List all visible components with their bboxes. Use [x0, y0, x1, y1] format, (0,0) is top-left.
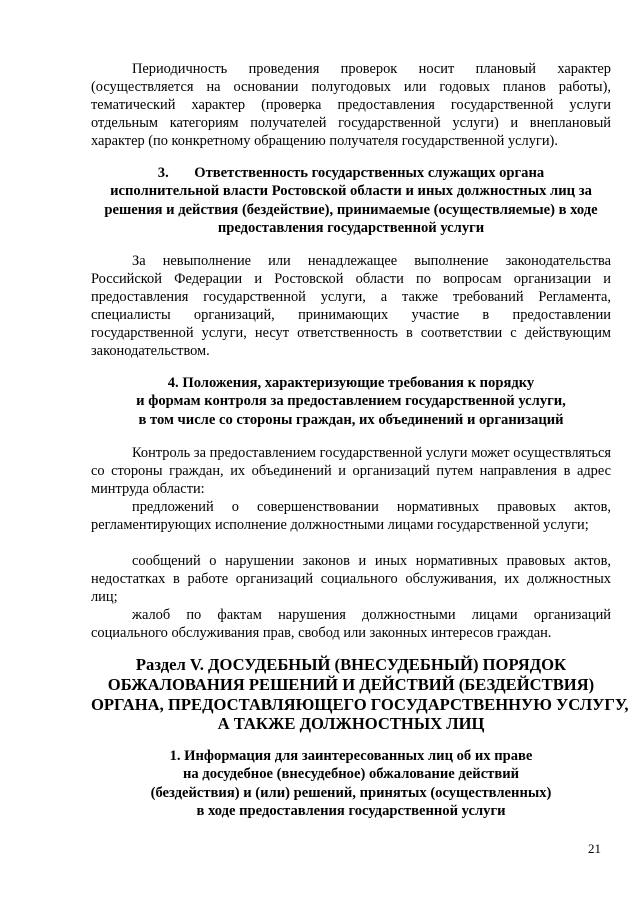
paragraph-responsibility: За невыполнение или ненадлежащее выполнение законодательства Российской Федерации и Ростовской области по вопросам организации и предоставления государственной услуги, а также требований Регламента, специалисты организаций, принимающих участие в предоставлении государственной услуги, несут ответственность в соответствии с действующим законодательством. [91, 253, 611, 359]
heading-info-1-line-3: (бездействия) и (или) решений, принятых (осуществленных) [150, 784, 552, 801]
page-number: 21 [588, 841, 601, 856]
paragraph-control: Контроль за предоставлением государственной услуги может осуществляться со стороны граждан, их объединений и организаций путем направления в адрес минтруда области: [91, 445, 611, 497]
heading-info-1 [91, 747, 611, 820]
heading-section-4 [91, 374, 611, 429]
heading-section-4-line-2: и формам контроля за предоставлением государственной услуги, [136, 393, 566, 410]
section-5-title-line-1: Раздел V. ДОСУДЕБНЫЙ (ВНЕСУДЕБНЫЙ) ПОРЯДОК [135, 655, 567, 674]
heading-section-3-line-1: 3. Ответственность государственных служащих органа [157, 165, 545, 181]
heading-section-3-line-4: предоставления государственной услуги [217, 219, 485, 236]
heading-info-1-line-1: 1. Информация для заинтересованных лиц об их праве [169, 748, 533, 764]
list-item-proposals: предложений о совершенствовании нормативных правовых актов, регламентирующих исполнение должностными лицами государственной услуги; [91, 499, 611, 533]
paragraph-periodicity: Периодичность проведения проверок носит плановый характер (осуществляется на основании полугодовых или годовых планов работы), тематический характер (проверка предоставления государственной услуги отдельным категориям получателей государственной услуги) и внеплановый характер (по конкретному обращению получателя государственной услуги). [91, 61, 611, 149]
heading-section-3-line-2: исполнительной власти Ростовской области и иных должностных лиц за [110, 183, 592, 200]
heading-section-4-line-1: 4. Положения, характеризующие требования к порядку [167, 375, 535, 391]
list-item-complaints: жалоб по фактам нарушения должностными лицами организаций социального обслуживания прав, свобод или законных интересов граждан. [91, 607, 611, 641]
section-5-title [91, 655, 629, 734]
heading-info-1-line-2: на досудебное (внесудебное) обжалование действий [182, 766, 520, 783]
heading-section-3 [91, 164, 611, 237]
heading-section-3-line-3: решения и действия (бездействие), принимаемые (осуществляемые) в ходе [104, 201, 598, 218]
heading-section-4-line-3: в том числе со стороны граждан, их объединений и организаций [138, 411, 564, 428]
section-5-title-line-3: ОРГАНА, ПРЕДОСТАВЛЯЮЩЕГО ГОСУДАРСТВЕННУЮ УСЛУГУ, [91, 694, 629, 714]
heading-info-1-line-4: в ходе предоставления государственной услуги [196, 802, 506, 819]
section-5-title-line-4: А ТАКЖЕ ДОЛЖНОСТНЫХ ЛИЦ [217, 714, 485, 734]
section-5-title-line-2: ОБЖАЛОВАНИЯ РЕШЕНИЙ И ДЕЙСТВИЙ (БЕЗДЕЙСТВИЯ) [107, 674, 595, 694]
list-item-messages: сообщений о нарушении законов и иных нормативных правовых актов, недостатках в работе организаций социального обслуживания, их должностных лиц; [91, 553, 611, 605]
